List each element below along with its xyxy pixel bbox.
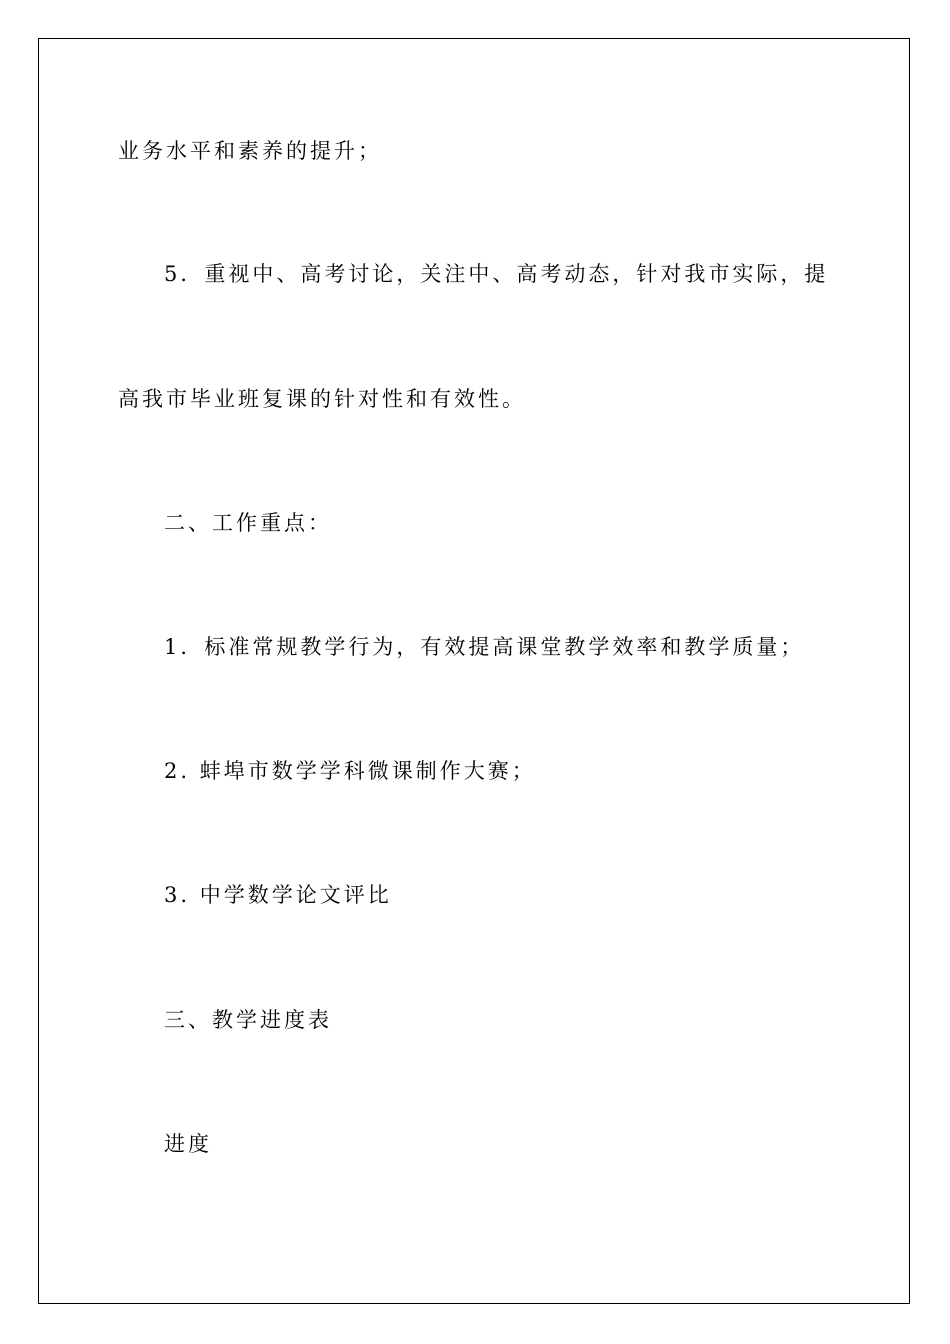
list-item-3: 3. 中学数学论文评比 bbox=[164, 883, 392, 907]
paragraph-line-2: 5．重视中、高考讨论，关注中、高考动态，针对我市实际，提 bbox=[164, 262, 829, 286]
schedule-label: 进度 bbox=[164, 1132, 212, 1156]
list-item-1: 1．标准常规教学行为，有效提高课堂教学效率和教学质量； bbox=[164, 635, 805, 659]
paragraph-line-3: 高我市毕业班复课的针对性和有效性。 bbox=[118, 387, 526, 411]
paragraph-line-1: 业务水平和素养的提升； bbox=[118, 139, 382, 163]
list-item-2: 2. 蚌埠市数学学科微课制作大赛； bbox=[164, 759, 536, 783]
section-heading-work-focus: 二、工作重点： bbox=[164, 511, 332, 535]
page-border bbox=[38, 38, 910, 1304]
section-heading-schedule: 三、教学进度表 bbox=[164, 1008, 332, 1032]
